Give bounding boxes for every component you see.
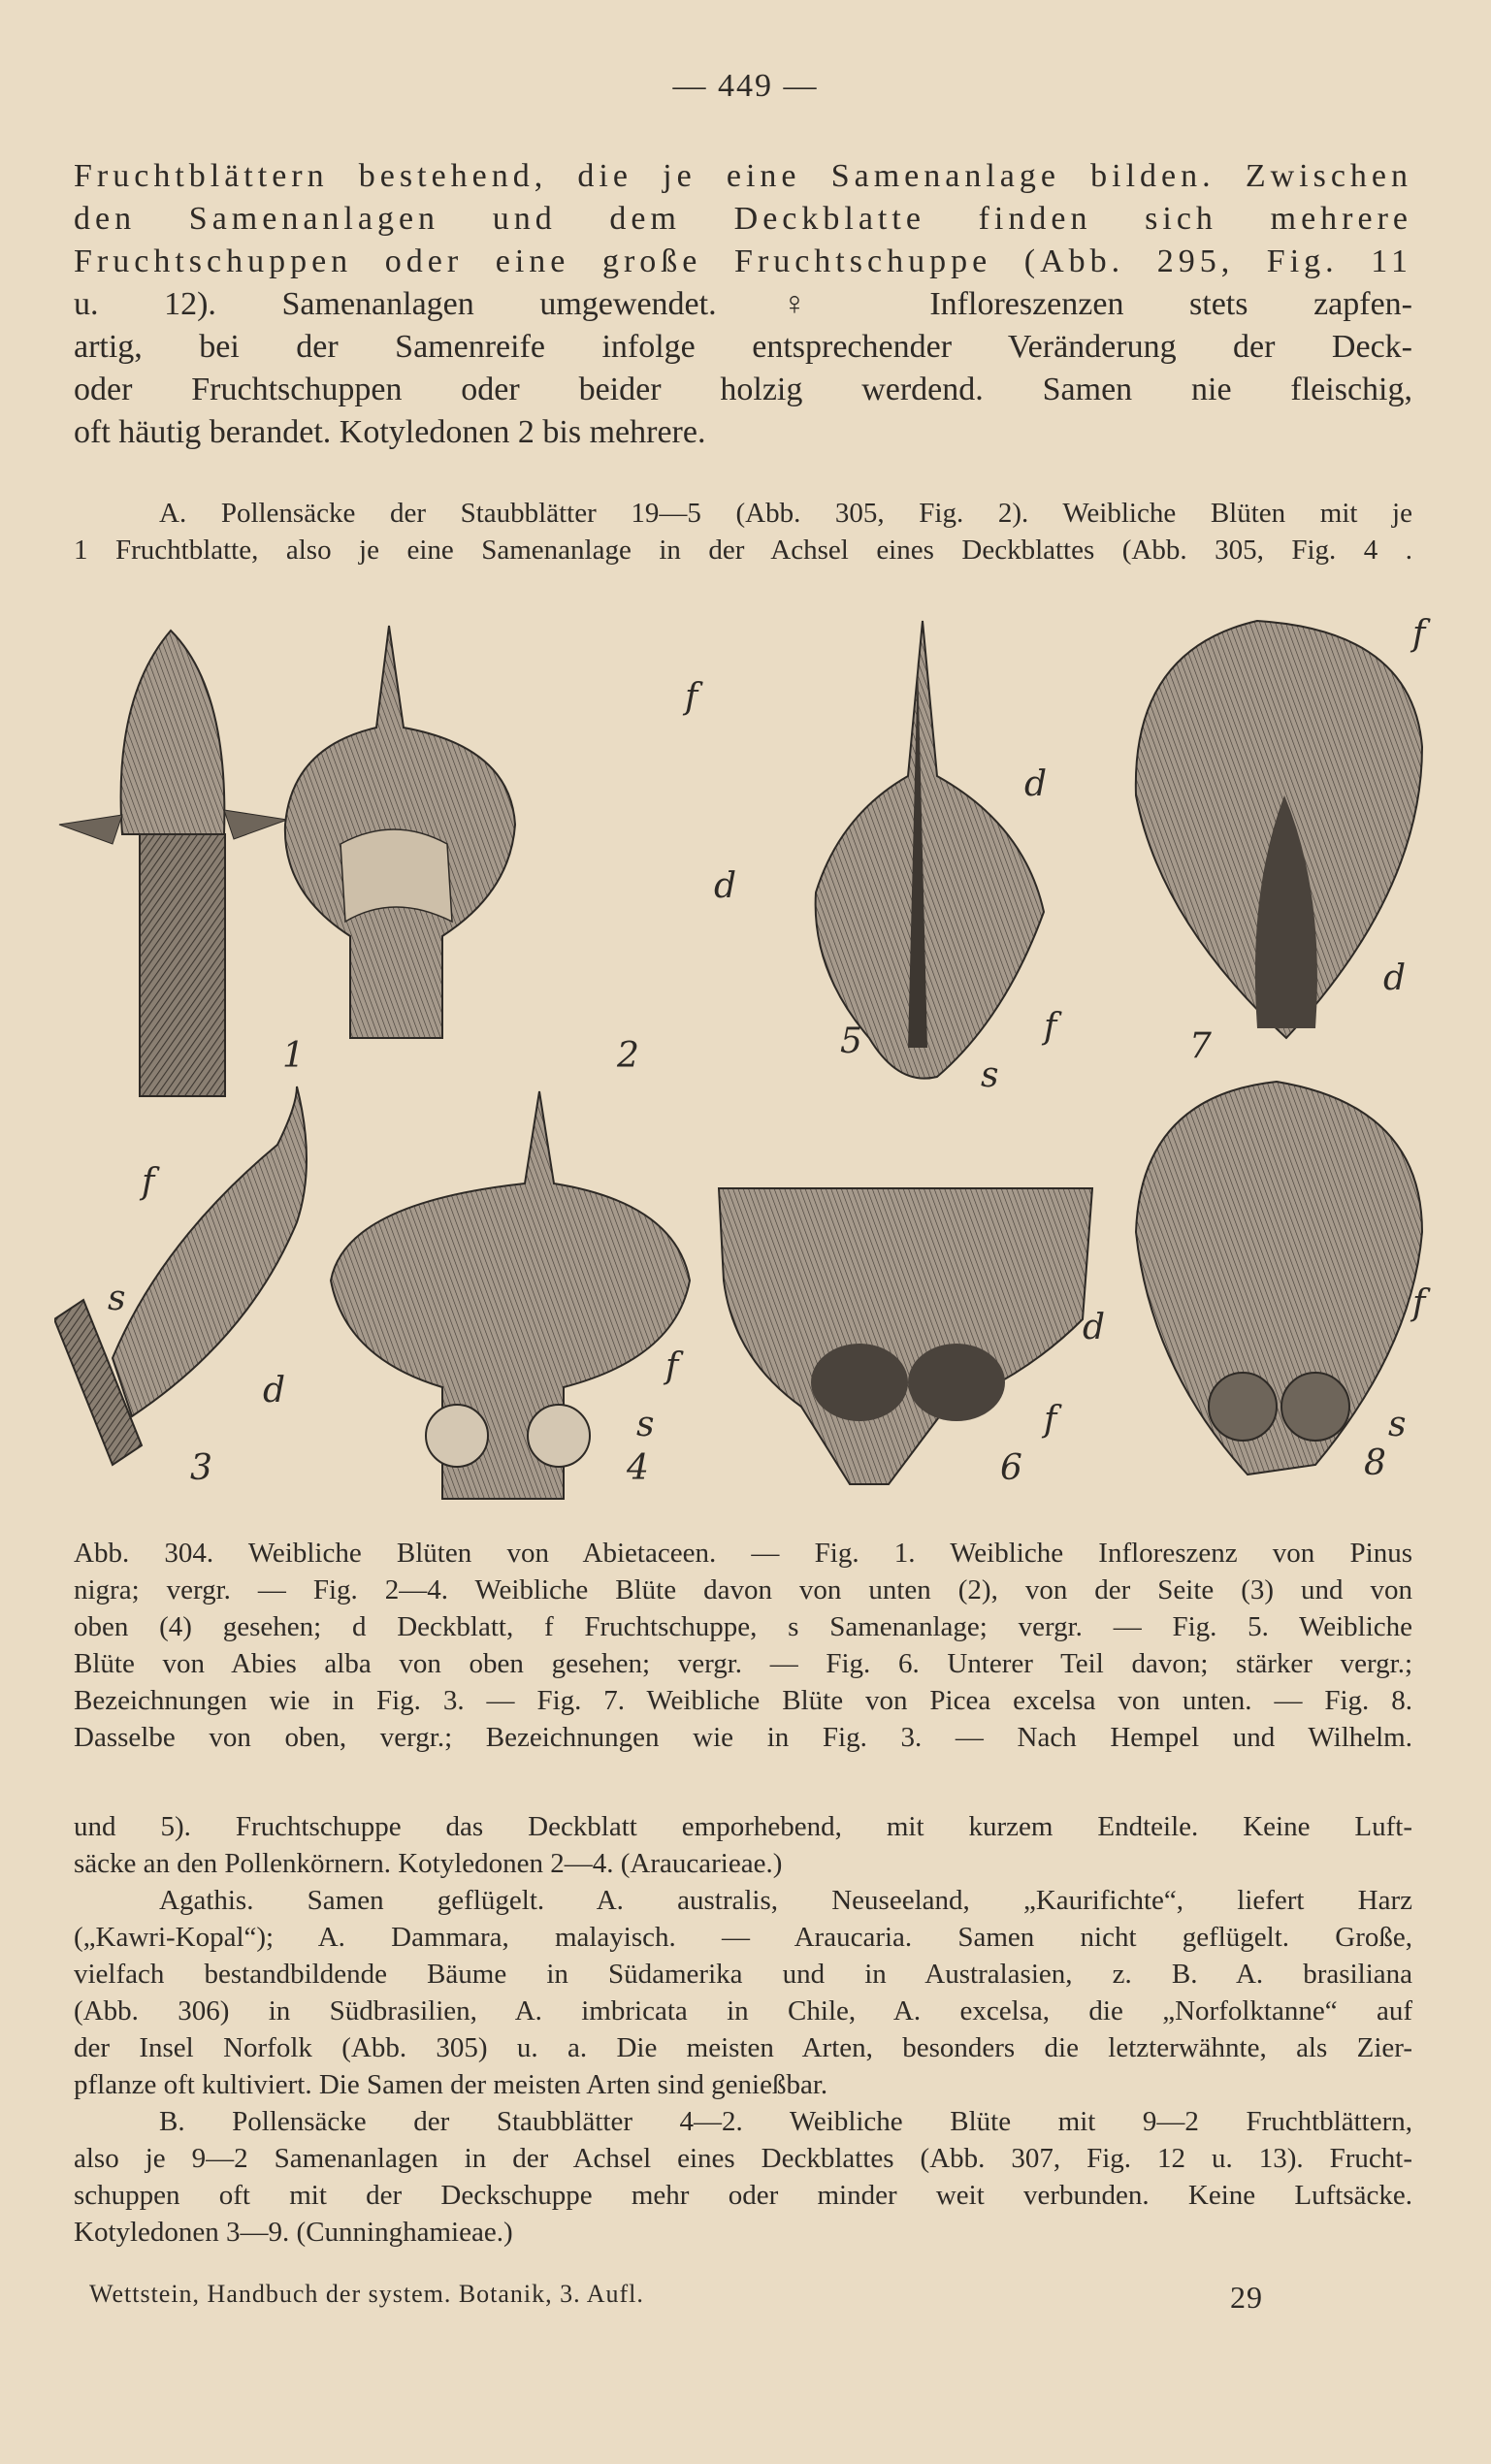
letter-label-f: f <box>1044 1400 1057 1440</box>
fig-number-label: 3 <box>190 1448 212 1488</box>
section-a <box>74 495 1412 568</box>
text-line: oft häutig berandet. Kotyledonen 2 bis mehrere. <box>74 414 706 450</box>
fig-number-label: 2 <box>617 1036 639 1076</box>
fig-number-label: 6 <box>1000 1448 1022 1488</box>
letter-label-s: s <box>636 1405 655 1444</box>
fig-7-picea-below <box>1136 621 1422 1038</box>
letter-label-d: d <box>1383 958 1407 998</box>
fig-8-picea-above <box>1136 1082 1422 1475</box>
caption-line: nigra; vergr. — Fig. 2—4. Weibliche Blüte davon von unten (2), von der Seite (3) und von <box>74 1574 1412 1605</box>
letter-label-f: f <box>1412 1283 1426 1323</box>
fig-1-inflorescence <box>59 631 287 1096</box>
letter-label-f: f <box>142 1162 155 1202</box>
text-line: oder Fruchtschuppen oder beider holzig werdend. Samen nie fleischig, <box>74 372 1412 407</box>
letter-label-d: d <box>1083 1308 1106 1347</box>
text-line: („Kawri-Kopal“); A. Dammara, malayisch. — Araucaria. Samen nicht geflügelt. Große, <box>74 1922 1412 1953</box>
text-line: also je 9—2 Samenanlagen in der Achsel eines Deckblattes (Abb. 307, Fig. 12 u. 13). Frucht- <box>74 2143 1412 2174</box>
caption-line: Bezeichnungen wie in Fig. 3. — Fig. 7. Weibliche Blüte von Picea excelsa von unten. — Fig. 8. <box>74 1685 1412 1716</box>
letter-label-f: f <box>1412 614 1426 654</box>
text-line: und 5). Fruchtschuppe das Deckblatt emporhebend, mit kurzem Endteile. Keine Luft- <box>74 1811 1412 1842</box>
text-line: der Insel Norfolk (Abb. 305) u. a. Die meisten Arten, besonders die letzterwähnte, als Zier- <box>74 2032 1412 2063</box>
letter-label-f: f <box>665 1346 679 1386</box>
page-footer <box>89 2280 1263 2316</box>
text-line: Kotyledonen 3—9. (Cunninghamieae.) <box>74 2217 513 2248</box>
footer-source: Wettstein, Handbuch der system. Botanik, 3. Aufl. <box>89 2280 644 2308</box>
fig-6-abies-lower <box>719 1188 1092 1484</box>
caption-line: Blüte von Abies alba von oben gesehen; vergr. — Fig. 6. Unterer Teil davon; stärker vergr.; <box>74 1648 1412 1679</box>
text-line: 1 Fruchtblatte, also je eine Samenanlage in der Achsel eines Deckblattes (Abb. 305, Fig. 4 . <box>74 535 1412 566</box>
top-paragraph <box>74 155 1412 454</box>
text-line: A. Pollensäcke der Staubblätter 19—5 (Abb. 305, Fig. 2). Weibliche Blüten mit je <box>159 498 1412 529</box>
caption-line: oben (4) gesehen; d Deckblatt, f Fruchtschuppe, s Samenanlage; vergr. — Fig. 5. Weibliche <box>74 1611 1412 1642</box>
letter-label-f: f <box>685 677 698 717</box>
text-line: u. 12). Samenanlagen umgewendet. ♀ Infloreszenzen stets zapfen- <box>74 286 1412 322</box>
letter-label-d: d <box>263 1371 286 1410</box>
letter-label-s: s <box>108 1279 126 1318</box>
page-number: — 449 — <box>672 68 819 104</box>
botanical-figure <box>54 601 1432 1518</box>
footer-signature: 29 <box>1230 2280 1263 2315</box>
text-line: säcke an den Pollenkörnern. Kotyledonen 2—4. (Araucarieae.) <box>74 1848 783 1879</box>
text-line: Fruchtschuppen oder eine große Fruchtschuppe (Abb. 295, Fig. 11 <box>74 243 1412 279</box>
text-line: schuppen oft mit der Deckschuppe mehr oder minder weit verbunden. Keine Luftsäcke. <box>74 2180 1412 2211</box>
letter-label-s: s <box>1388 1405 1407 1444</box>
letter-label-s: s <box>981 1055 999 1095</box>
fig-number-label: 8 <box>1364 1443 1386 1483</box>
text-line: Fruchtblättern bestehend, die je eine Samenanlage bilden. Zwischen <box>74 158 1412 194</box>
text-line: B. Pollensäcke der Staubblätter 4—2. Weibliche Blüte mit 9—2 Fruchtblättern, <box>159 2106 1412 2137</box>
letter-label-d: d <box>714 866 737 906</box>
caption-line: Dasselbe von oben, vergr.; Bezeichnungen wie in Fig. 3. — Nach Hempel und Wilhelm. <box>74 1722 1412 1753</box>
fig-number-label: 1 <box>282 1036 305 1076</box>
bottom-paragraphs <box>74 1808 1412 2251</box>
fig-number-label: 4 <box>627 1448 649 1488</box>
text-line: pflanze oft kultiviert. Die Samen der meisten Arten sind genießbar. <box>74 2069 828 2100</box>
text-line: vielfach bestandbildende Bäume in Südamerika und in Australasien, z. B. A. brasiliana <box>74 1959 1412 1990</box>
fig-number-label: 5 <box>840 1021 862 1061</box>
text-line: (Abb. 306) in Südbrasilien, A. imbricata in Chile, A. excelsa, die „Norfolktanne“ auf <box>74 1995 1412 2026</box>
text-line: artig, bei der Samenreife infolge entsprechender Veränderung der Deck- <box>74 329 1412 365</box>
figure-caption <box>74 1535 1412 1756</box>
fig-2-flower-below <box>285 626 515 1038</box>
figure-drawings <box>54 601 1432 1518</box>
text-line: den Samenanlagen und dem Deckblatte finden sich mehrere <box>74 201 1412 237</box>
fig-number-label: 7 <box>1189 1026 1212 1066</box>
letter-label-f: f <box>1044 1007 1057 1047</box>
text-line: Agathis. Samen geflügelt. A. australis, Neuseeland, „Kaurifichte“, liefert Harz <box>159 1885 1412 1916</box>
letter-label-d: d <box>1024 764 1048 804</box>
caption-line: Abb. 304. Weibliche Blüten von Abietaceen. — Fig. 1. Weibliche Infloreszenz von Pinus <box>74 1538 1412 1569</box>
fig-5-abies-flower <box>816 621 1044 1079</box>
